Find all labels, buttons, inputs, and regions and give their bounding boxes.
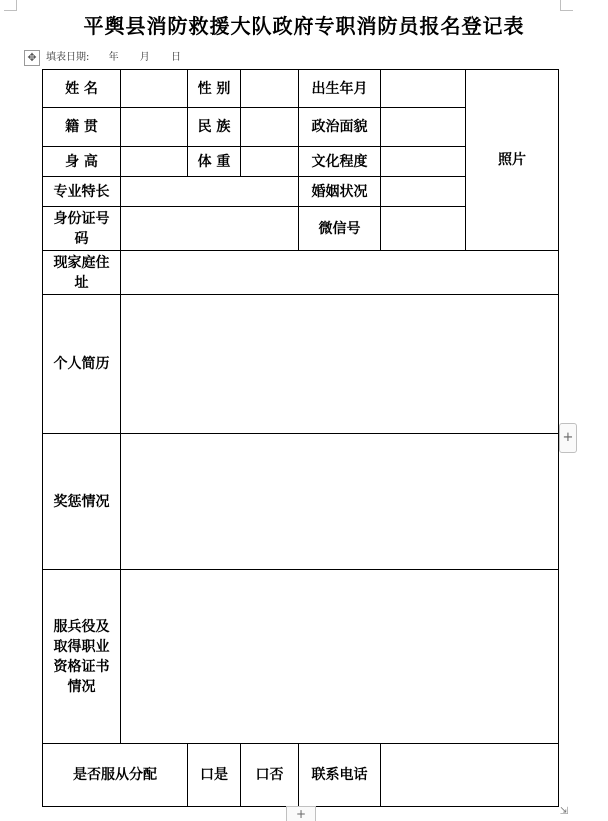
marital-status-field[interactable]: [381, 177, 466, 207]
education-label: 文化程度: [299, 147, 381, 177]
native-place-label: 籍 贯: [43, 108, 121, 147]
military-service-field[interactable]: [121, 570, 559, 744]
assignment-label: 是否服从分配: [43, 744, 188, 807]
resume-label: 个人简历: [43, 295, 121, 434]
birth-date-label: 出生年月: [299, 70, 381, 108]
military-service-label: 服兵役及取得职业资格证书情况: [43, 570, 121, 744]
table-resize-handle-icon[interactable]: ⇲: [559, 806, 569, 817]
phone-field[interactable]: [381, 744, 559, 807]
political-status-field[interactable]: [381, 108, 466, 147]
birth-date-field[interactable]: [381, 70, 466, 108]
native-place-field[interactable]: [121, 108, 188, 147]
resume-field[interactable]: [121, 295, 559, 434]
fill-date-day: 日: [170, 52, 181, 63]
height-field[interactable]: [121, 147, 188, 177]
fill-date-year: 年: [108, 52, 119, 63]
table-move-handle-icon[interactable]: ✥: [24, 50, 40, 66]
specialty-label: 专业特长: [43, 177, 121, 207]
id-number-field[interactable]: [121, 207, 299, 251]
fill-date-month: 月: [139, 52, 150, 63]
wechat-label: 微信号: [299, 207, 381, 251]
wechat-field[interactable]: [381, 207, 466, 251]
add-row-button[interactable]: +: [286, 806, 316, 821]
registration-form-table: [42, 69, 559, 807]
assignment-yes-option[interactable]: 口是: [188, 744, 241, 807]
id-number-label: 身份证号码: [43, 207, 121, 251]
gender-field[interactable]: [241, 70, 299, 108]
education-field[interactable]: [381, 147, 466, 177]
rewards-label: 奖惩情况: [43, 434, 121, 570]
photo-box[interactable]: 照片: [466, 70, 559, 251]
phone-label: 联系电话: [299, 744, 381, 807]
assignment-no-option[interactable]: 口否: [241, 744, 299, 807]
political-status-label: 政治面貌: [299, 108, 381, 147]
name-label: 姓 名: [43, 70, 121, 108]
height-label: 身 高: [43, 147, 121, 177]
address-label: 现家庭住址: [43, 251, 121, 295]
document-title: 平舆县消防救援大队政府专职消防员报名登记表: [83, 14, 525, 38]
ethnicity-field[interactable]: [241, 108, 299, 147]
weight-label: 体 重: [188, 147, 241, 177]
fill-date-label: 填表日期:: [46, 52, 90, 63]
marital-status-label: 婚姻状况: [299, 177, 381, 207]
ethnicity-label: 民 族: [188, 108, 241, 147]
gender-label: 性 别: [188, 70, 241, 108]
address-field[interactable]: [121, 251, 559, 295]
add-column-button[interactable]: +: [559, 423, 577, 453]
fill-date-line: [46, 48, 199, 63]
weight-field[interactable]: [241, 147, 299, 177]
rewards-field[interactable]: [121, 434, 559, 570]
name-field[interactable]: [121, 70, 188, 108]
specialty-field[interactable]: [121, 177, 299, 207]
